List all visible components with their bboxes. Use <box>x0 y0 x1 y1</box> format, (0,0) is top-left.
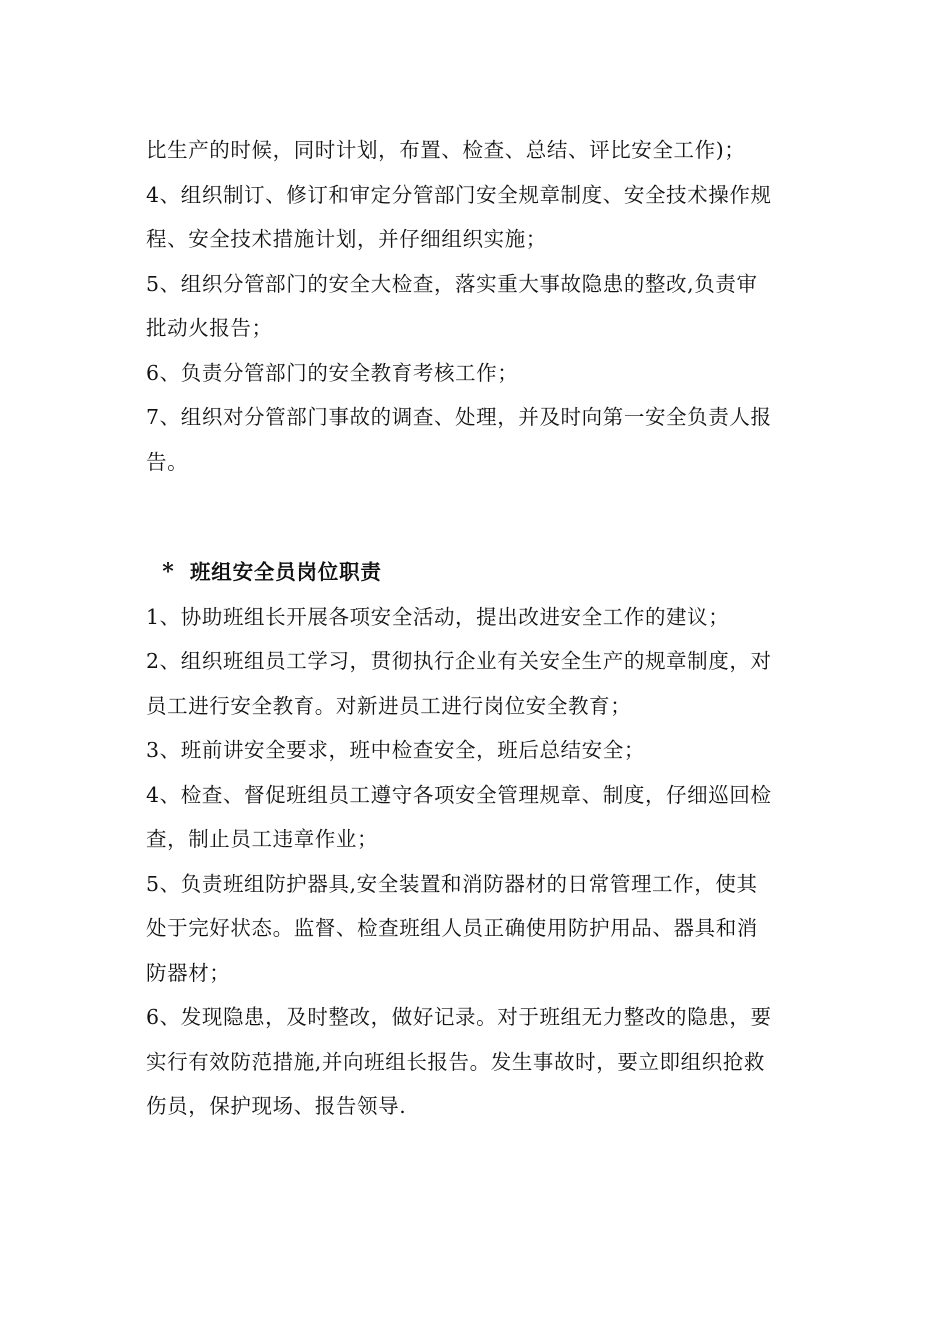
text-line: 处于完好状态。监督、检查班组人员正确使用防护用品、器具和消 <box>146 916 758 940</box>
text-line: 3、班前讲安全要求，班中检查安全，班后总结安全； <box>146 738 645 762</box>
section-team-safety-officer <box>146 550 810 1129</box>
section-heading <box>146 550 810 595</box>
text-line: 1、协助班组长开展各项安全活动，提出改进安全工作的建议； <box>146 604 730 629</box>
text-line: 4、检查、督促班组员工遵守各项安全管理规章、制度，仔细巡回检 <box>146 782 772 807</box>
text-line: 防器材； <box>146 960 231 985</box>
text-line: 2、组织班组员工学习，贯彻执行企业有关安全生产的规章制度，对 <box>146 649 772 673</box>
document-page <box>146 128 810 1129</box>
section-title: 班组安全员岗位职责 <box>190 560 382 584</box>
text-line: 比生产的时候，同时计划，布置、检查、总结、评比安全工作)； <box>146 138 746 162</box>
bullet-icon: * <box>162 559 174 585</box>
text-line: 6、发现隐患，及时整改，做好记录。对于班组无力整改的隐患，要 <box>146 1005 772 1029</box>
text-line: 员工进行安全教育。对新进员工进行岗位安全教育； <box>146 693 632 718</box>
section-spacer <box>146 484 810 550</box>
text-line: 5、负责班组防护器具,安全装置和消防器材的日常管理工作，使其 <box>146 871 758 896</box>
text-line: 7、组织对分管部门事故的调查、处理，并及时向第一安全负责人报 <box>146 405 772 429</box>
text-line: 6、负责分管部门的安全教育考核工作； <box>146 360 519 385</box>
text-line: 实行有效防范措施,并向班组长报告。发生事故时，要立即组织抢救 <box>146 1049 766 1074</box>
text-line: 5、组织分管部门的安全大检查，落实重大事故隐患的整改,负责审 <box>146 271 758 296</box>
text-line: 4、组织制订、修订和审定分管部门安全规章制度、安全技术操作规 <box>146 182 772 207</box>
text-line: 伤员，保护现场、报告领导. <box>146 1094 407 1118</box>
section-deputy-duties <box>146 128 810 484</box>
text-line: 程、安全技术措施计划，并仔细组织实施； <box>146 227 547 251</box>
text-line: 告。 <box>146 449 189 474</box>
text-line: 批动火报告； <box>146 316 273 340</box>
text-line: 查，制止员工违章作业； <box>146 827 379 851</box>
